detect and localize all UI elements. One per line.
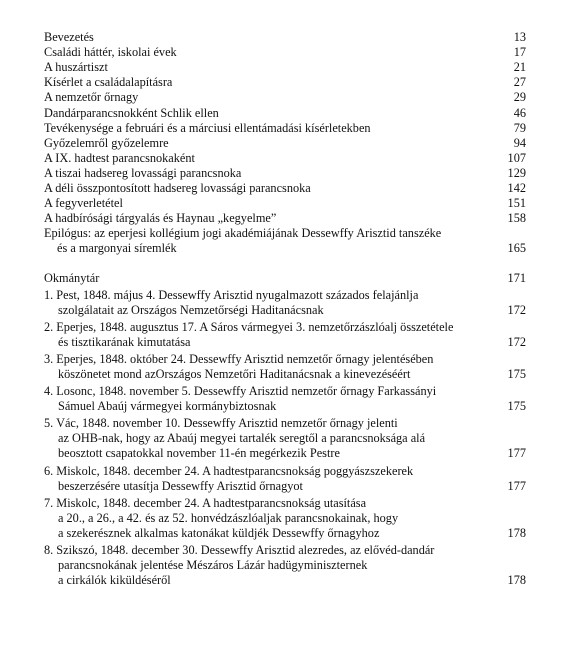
toc-chapter-entry-page-number: 165 (507, 241, 526, 256)
toc-chapter-entry (44, 75, 526, 90)
toc-document-entry-title-line: a szekerésznek alkalmas katonákat küldjék Dessewffy őrnagyhoz (58, 525, 380, 540)
toc-chapter-entry (44, 136, 526, 151)
toc-chapter-entry-title-line: A IX. hadtest parancsnokaként (44, 150, 195, 165)
toc-chapter-entry-title-line: Dandárparancsnokként Schlik ellen (44, 105, 219, 120)
toc-document-entry-title-line: beszerzésére utasítja Dessewffy Arisztid őrnagyot (58, 478, 303, 493)
toc-chapter-entry-title-line: Epilógus: az eperjesi kollégium jogi akadémiájának Dessewffy Arisztid tanszéke (44, 226, 442, 241)
toc-chapter-entry-title-line: Győzelemről győzelemre (44, 135, 169, 150)
toc-document-entry (44, 384, 526, 414)
toc-chapter-entry (44, 121, 526, 136)
toc-document-entry (44, 288, 526, 318)
toc-chapter-entry (44, 151, 526, 166)
toc-chapter-entry (44, 226, 526, 256)
toc-document-entry-title-line: 1. Pest, 1848. május 4. Dessewffy Arisztid nyugalmazott százados felajánlja (44, 287, 419, 302)
toc-chapter-entry-title-line: A fegyverletétel (44, 196, 123, 211)
toc-chapter-entry-page-number: 158 (507, 211, 526, 226)
toc-document-entry-title-line: 7. Miskolc, 1848. december 24. A hadtestparancsnokság utasítása (44, 495, 367, 510)
toc-documents-heading-title-line: Okmánytár (44, 270, 100, 285)
toc-document-entry (44, 352, 526, 382)
toc-chapter-entry-page-number: 79 (513, 120, 526, 135)
toc-document-entry-title-line: az OHB-nak, hogy az Abaúj megyei tartalék seregtől a parancsnoksága alá (58, 431, 426, 446)
toc-document-entry-title-line: 4. Losonc, 1848. november 5. Dessewffy Arisztid nemzetőr őrnagy Farkassányi (44, 384, 437, 399)
toc-document-entry-page-number: 172 (507, 334, 526, 349)
toc-chapter-entry-page-number: 142 (507, 181, 526, 195)
toc-chapter-entry-title-line: A déli összpontosított hadsereg lovassági parancsnoka (44, 181, 311, 195)
toc-document-entry-title-line: és tisztikarának kimutatása (58, 334, 191, 349)
toc-chapter-entry-title-line: Családi háttér, iskolai évek (44, 45, 177, 60)
toc-document-entry (44, 416, 526, 461)
toc-document-entry-page-number: 175 (507, 367, 526, 381)
toc-chapter-entry-page-number: 27 (513, 75, 526, 90)
toc-document-entry-title-line: 2. Eperjes, 1848. augusztus 17. A Sáros vármegyei 3. nemzetőrzászlóalj összetétele (44, 319, 454, 334)
toc-document-entry-title-line: 5. Vác, 1848. november 10. Dessewffy Arisztid nemzetőr őrnagy jelenti (44, 416, 398, 431)
toc-chapter-entry (44, 196, 526, 211)
toc-chapter-entry-title-line: Tevékenysége a februári és a márciusi ellentámadási kísérletekben (44, 120, 371, 135)
toc-chapter-entry-page-number: 21 (513, 60, 526, 75)
toc-chapter-entry-title-line: Kísérlet a családalapításra (44, 75, 173, 90)
toc-chapter-entry-title-line: A hadbírósági tárgyalás és Haynau „kegyelme” (44, 211, 277, 226)
toc-chapter-entry (44, 166, 526, 181)
toc-document-entry-title-line: a 20., a 26., a 42. és az 52. honvédzászlóaljak parancsnokainak, hogy (58, 510, 399, 525)
toc-document-entry-page-number: 177 (507, 446, 526, 461)
toc-document-entry (44, 496, 526, 541)
toc-chapter-entry-page-number: 107 (507, 150, 526, 165)
toc-document-entry-title-line: parancsnokának jelentése Mészáros Lázár hadügyminiszternek (58, 558, 368, 573)
toc-chapter-entry (44, 181, 526, 196)
toc-documents-heading-page-number: 171 (507, 270, 526, 285)
toc-documents-heading (44, 271, 526, 286)
toc-document-entry-title-line: Sámuel Abaúj vármegyei kormánybiztosnak (58, 399, 277, 414)
toc-chapter-entry-page-number: 94 (513, 135, 526, 150)
toc-chapter-entry-title-line: A nemzetőr őrnagy (44, 90, 139, 105)
toc-chapter-entry (44, 90, 526, 105)
toc-chapter-entry (44, 60, 526, 75)
toc-chapter-entry-title-line: A tiszai hadsereg lovassági parancsnoka (44, 165, 242, 180)
toc-document-entry-page-number: 177 (507, 478, 526, 493)
toc-document-entry (44, 320, 526, 350)
toc-chapter-entry-page-number: 129 (507, 165, 526, 180)
toc-chapter-entry-title-line: A huszártiszt (44, 60, 108, 75)
toc-document-entry-title-line: 6. Miskolc, 1848. december 24. A hadtestparancsnokság poggyászszekerek (44, 463, 414, 478)
toc-document-entry-title-line: beosztott csapatokkal november 11-én megérkezik Pestre (58, 446, 340, 461)
toc-document-entry-title-line: szolgálatait az Országos Nemzetőrségi Haditanácsnak (58, 302, 324, 317)
toc-document-entry-page-number: 175 (507, 399, 526, 414)
toc-document-entry-title-line: köszönetet mond azOrszágos Nemzetőri Haditanácsnak a kinevezéséért (58, 367, 411, 381)
toc-document-entry-title-line: 8. Szikszó, 1848. december 30. Dessewffy Arisztid alezredes, az elővéd-dandár (44, 543, 435, 558)
toc-chapter-entry (44, 106, 526, 121)
toc-document-entry-page-number: 178 (507, 573, 526, 588)
toc-document-entry-page-number: 178 (507, 525, 526, 540)
toc-document-entry-title-line: 3. Eperjes, 1848. október 24. Dessewffy Arisztid nemzetőr őrnagy jelentésében (44, 352, 434, 366)
toc-chapter-entry-title-line: Bevezetés (44, 30, 94, 44)
toc-chapter-entry-page-number: 29 (513, 90, 526, 105)
toc-chapter-entry-page-number: 151 (507, 196, 526, 211)
toc-chapter-entry-title-line: és a margonyai síremlék (57, 241, 177, 256)
toc-chapter-entry (44, 45, 526, 60)
toc-chapter-entry-page-number: 13 (513, 30, 526, 44)
toc-document-entry-title-line: a cirkálók kiküldéséről (58, 573, 171, 588)
toc-chapter-entry (44, 30, 526, 45)
toc-document-entry (44, 543, 526, 588)
toc-chapter-entry-page-number: 46 (513, 105, 526, 120)
toc-chapter-entry (44, 211, 526, 226)
toc-chapter-entry-page-number: 17 (513, 45, 526, 60)
toc-document-entry-page-number: 172 (507, 302, 526, 317)
toc-document-entry (44, 464, 526, 494)
